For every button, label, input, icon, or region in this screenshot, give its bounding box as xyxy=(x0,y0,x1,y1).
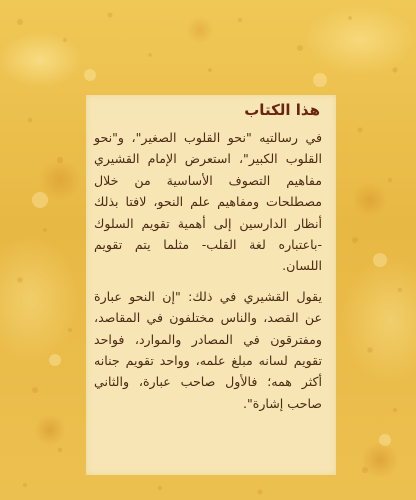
card-title: هذا الكتاب xyxy=(244,101,320,119)
paragraph-quote: يقول القشيري في ذلك: "إن النحو عبارة عن القصد، والناس مختلفون في المقاصد، ومفترقون في المصادر والموارد، فواحد تقويم لسانه مبلغ علمه، وواحد تقويم جنانه أكثر همه؛ فالأول صاحب عبارة، والثاني صاحب إشارة". xyxy=(94,288,322,411)
paragraph-intro: في رسالتيه "نحو القلوب الصغير"، و"نحو القلوب الكبير"، استعرض الإمام القشيري مفاهيم التصوف الأساسية من خلال مصطلحات ومفاهيم علم النحو، لافتا بذلك أنظار الدارسين إلى أهمية تقويم السلوك -باعتباره لغة القلب- مثلما يتم تقويم اللسان. xyxy=(94,130,322,274)
book-description-card xyxy=(86,95,336,475)
